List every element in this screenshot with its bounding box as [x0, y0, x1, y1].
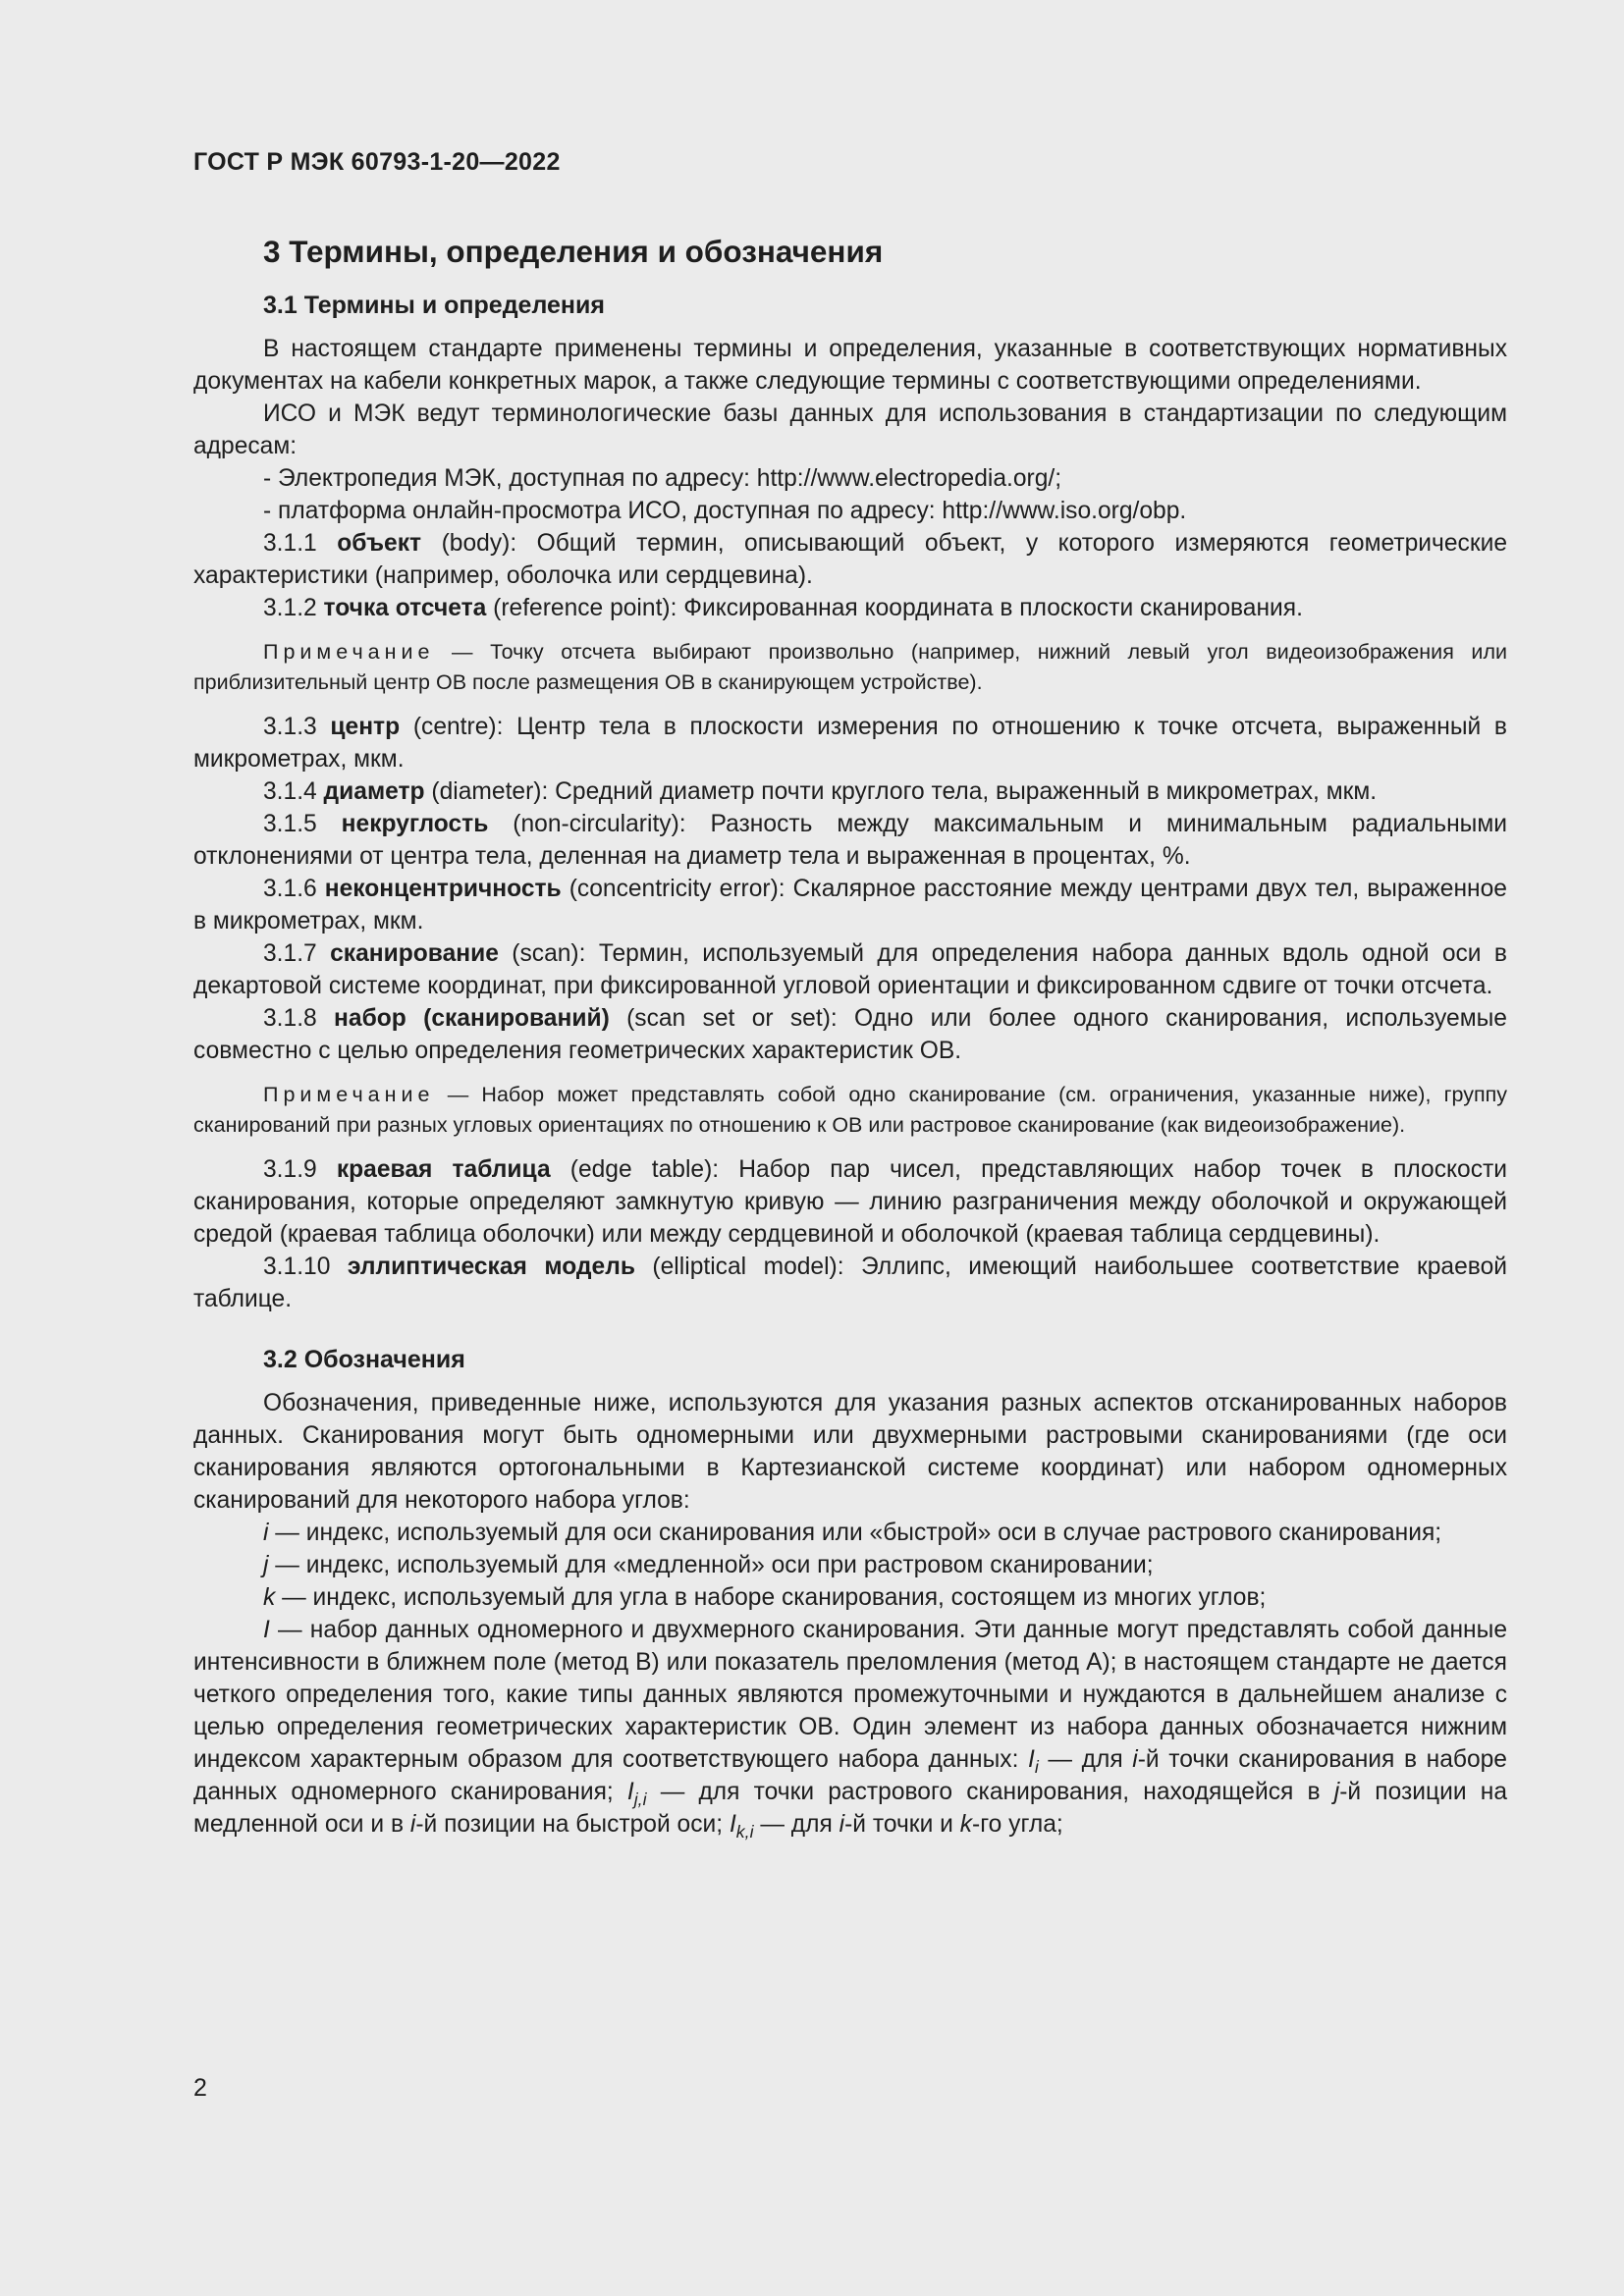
- term-name: набор (сканирований): [334, 1005, 610, 1032]
- term-number: 3.1.3: [263, 714, 317, 740]
- term-3-1-4: [193, 775, 1507, 808]
- term-3-1-10: [193, 1251, 1507, 1315]
- list-item: - Электропедия МЭК, доступная по адресу: http://www.electropedia.org/;: [263, 465, 1062, 492]
- symbol: i: [263, 1520, 269, 1546]
- text: — для: [1038, 1746, 1133, 1773]
- paragraph: Обозначения, приведенные ниже, используются для указания разных аспектов отсканированных наборов данных. Сканирования могут быть одномерными или двухмерными растровыми сканированиями (где оси сканирования являются ортогональными в Картезианской системе координат) или набором одномерных сканирований для некоторого набора углов:: [193, 1390, 1507, 1514]
- term-number: 3.1.10: [263, 1254, 331, 1280]
- symbol: k: [263, 1584, 276, 1611]
- symbol: I: [626, 1779, 634, 1805]
- text: -й точки сканирования в наборе данных одномерного сканирования;: [193, 1746, 1507, 1805]
- section-3-1-heading: 3.1 Термины и определения: [263, 292, 605, 319]
- term-number: 3.1.8: [263, 1005, 317, 1032]
- term-3-1-7: [193, 937, 1507, 1002]
- list-item: - платформа онлайн-просмотра ИСО, доступная по адресу: http://www.iso.org/obp.: [263, 498, 1187, 524]
- symbol: j: [1333, 1779, 1340, 1805]
- term-definition: (concentricity error): Скалярное расстояние между центрами двух тел, выраженное в микрометрах, мкм.: [193, 876, 1507, 934]
- note-text: — Точку отсчета выбирают произвольно (например, нижний левый угол видеоизображения или приблизительный центр ОВ после размещения ОВ в сканирующем устройстве).: [193, 640, 1507, 694]
- term-number: 3.1.4: [263, 778, 317, 805]
- symbol: i: [409, 1811, 416, 1838]
- term-definition: (scan set or set): Одно или более одного сканирования, используемые совместно с целью определения геометрических характеристик ОВ.: [193, 1005, 1507, 1064]
- term-number: 3.1.6: [263, 876, 317, 902]
- symbol-definition: — индекс, используемый для оси сканирования или «быстрой» оси в случае растрового сканирования;: [268, 1520, 1442, 1546]
- term-name: некруглость: [341, 811, 489, 837]
- document-header: ГОСТ Р МЭК 60793-1-20—2022: [193, 148, 561, 176]
- note-text: — Набор может представлять собой одно сканирование (см. ограничения, указанные ниже), группу сканирований при разных угловых ориентациях по отношению к ОВ или растровое сканирование (как видеоизображение).: [193, 1083, 1507, 1137]
- term-definition: (reference point): Фиксированная координата в плоскости сканирования.: [486, 595, 1303, 621]
- term-3-1-6: [193, 873, 1507, 937]
- note-1: [193, 637, 1507, 698]
- page-number: 2: [193, 2074, 207, 2102]
- subscript: j,i: [633, 1789, 647, 1809]
- paragraph: ИСО и МЭК ведут терминологические базы данных для использования в стандартизации по следующим адресам:: [193, 400, 1507, 459]
- text: -го угла;: [972, 1811, 1063, 1838]
- symbol: I: [729, 1811, 736, 1838]
- subscript: k,i: [735, 1822, 754, 1842]
- term-number: 3.1.9: [263, 1156, 317, 1183]
- symbol-j: [193, 1549, 1507, 1581]
- term-number: 3.1.1: [263, 530, 317, 557]
- term-3-1-2: [193, 592, 1507, 624]
- symbol-k: [193, 1581, 1507, 1614]
- symbol-definition: — индекс, используемый для «медленной» оси при растровом сканировании;: [268, 1552, 1154, 1578]
- text: -й позиции на медленной оси и в: [193, 1779, 1507, 1838]
- term-definition: (scan): Термин, используемый для определения набора данных вдоль одной оси в декартовой системе координат, при фиксированной угловой ориентации и фиксированном сдвиге от точки отсчета.: [193, 940, 1507, 999]
- symbol-definition: — набор данных одномерного и двухмерного сканирования. Эти данные могут представлять собой данные интенсивности в ближнем поле (метод В) или показатель преломления (метод А); в настоящем стандарте не дается четкого определения того, какие типы данных являются промежуточными и нуждаются в дальнейшем анализе с целью определения геометрических характеристик ОВ. Один элемент из набора данных обозначается нижним индексом характерным образом для соответствующего набора данных:: [193, 1617, 1507, 1773]
- paragraph: В настоящем стандарте применены термины и определения, указанные в соответствующих нормативных документах на кабели конкретных марок, а также следующие термины с соответствующими определениями.: [193, 336, 1507, 395]
- symbol-I: [193, 1614, 1507, 1841]
- term-name: диаметр: [323, 778, 425, 805]
- note-label: Примечание: [263, 1083, 435, 1106]
- text: -й позиции на быстрой оси;: [415, 1811, 730, 1838]
- term-definition: (non-circularity): Разность между максимальным и минимальным радиальными отклонениями от центра тела, деленная на диаметр тела и выраженная в процентах, %.: [193, 811, 1507, 870]
- symbol: k: [959, 1811, 973, 1838]
- section-3-heading: 3 Термины, определения и обозначения: [263, 234, 884, 269]
- term-number: 3.1.5: [263, 811, 317, 837]
- term-definition: (centre): Центр тела в плоскости измерения по отношению к точке отсчета, выраженный в микрометрах, мкм.: [193, 714, 1507, 773]
- term-name: точка отсчета: [323, 595, 487, 621]
- term-name: объект: [337, 530, 422, 557]
- symbol: I: [1028, 1746, 1035, 1773]
- term-3-1-8: [193, 1002, 1507, 1067]
- text: — для: [753, 1811, 839, 1838]
- symbol: I: [263, 1617, 270, 1643]
- symbol: i: [839, 1811, 845, 1838]
- subscript: i: [1034, 1757, 1039, 1777]
- term-3-1-1: [193, 527, 1507, 592]
- symbol: j: [263, 1552, 269, 1578]
- term-definition: (elliptical model): Эллипс, имеющий наибольшее соответствие краевой таблице.: [193, 1254, 1507, 1312]
- text: -й точки и: [844, 1811, 960, 1838]
- term-number: 3.1.2: [263, 595, 317, 621]
- term-name: центр: [330, 714, 401, 740]
- symbol-definition: — индекс, используемый для угла в наборе сканирования, состоящем из многих углов;: [275, 1584, 1267, 1611]
- term-definition: (diameter): Средний диаметр почти круглого тела, выраженный в микрометрах, мкм.: [424, 778, 1378, 805]
- term-name: краевая таблица: [336, 1156, 551, 1183]
- term-number: 3.1.7: [263, 940, 317, 967]
- term-3-1-9: [193, 1153, 1507, 1251]
- term-definition: (body): Общий термин, описывающий объект, у которого измеряются геометрические характеристики (например, оболочка или сердцевина).: [193, 530, 1507, 589]
- section-3-2-heading: 3.2 Обозначения: [263, 1346, 465, 1373]
- note-2: [193, 1080, 1507, 1141]
- symbol-i: [193, 1517, 1507, 1549]
- term-name: неконцентричность: [324, 876, 562, 902]
- text: — для точки растрового сканирования, находящейся в: [646, 1779, 1334, 1805]
- term-definition: (edge table): Набор пар чисел, представляющих набор точек в плоскости сканирования, которые определяют замкнутую кривую — линию разграничения между оболочкой и окружающей средой (краевая таблица оболочки) или между сердцевиной и оболочкой (краевая таблица сердцевины).: [193, 1156, 1508, 1248]
- term-name: сканирование: [330, 940, 499, 967]
- term-3-1-5: [193, 808, 1507, 873]
- term-3-1-3: [193, 711, 1507, 775]
- document-body: [193, 236, 1507, 1841]
- term-name: эллиптическая модель: [347, 1254, 635, 1280]
- symbol: i: [1132, 1746, 1138, 1773]
- note-label: Примечание: [263, 640, 435, 664]
